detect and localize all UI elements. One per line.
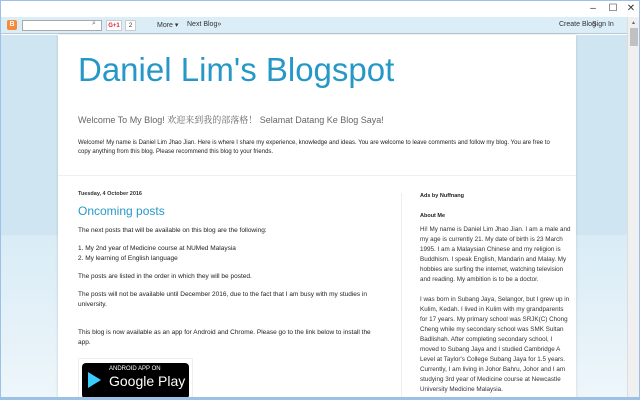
minimize-button[interactable]: –: [590, 3, 596, 14]
title-bar: [1, 1, 639, 17]
create-blog-link[interactable]: Create Blog: [559, 21, 596, 28]
about-text: I was born in Subang Jaya, Selangor, but I grew up in Kulim, Kedah. I lived in Kulim with my grandparents for 17 years. My primary school was SRJK(C) Chong Cheng while my secondary school was SMK Sultan Badlishah. After completing secondary school, I moved to Subang Jaya and I studied Cambridge A Level at Taylor's College Subang Jaya for 1.5 years. Currently, I am living in Johor Bahru, Johor and I am studying 3rd year of Medicine course at Newcastle University Medicine Malaysia.: [420, 296, 570, 393]
gplus-button[interactable]: G+1: [106, 20, 122, 31]
sign-in-link[interactable]: Sign In: [592, 21, 614, 28]
search-icon[interactable]: ⌕: [92, 20, 96, 27]
post-date: Tuesday, 4 October 2016: [78, 191, 142, 197]
list-item: 2. My learning of English language: [78, 255, 178, 262]
about-heading: About Me: [420, 213, 446, 219]
badge-big-text: Google Play: [109, 373, 186, 389]
maximize-button[interactable]: ☐: [608, 3, 618, 14]
gplus-count: 2: [125, 20, 136, 31]
blog-tagline: Welcome To My Blog! 欢迎来到我的部落格！ Selamat Datang Ke Blog Saya!: [78, 115, 384, 125]
window-border: [1, 397, 640, 399]
blog-intro: Welcome! My name is Daniel Lim Jhao Jian. Here is where I share my experience, knowledge and ideas. You are welcome to leave comments and follow my blog. You are free to copy anything from this blog. Please recommend this blog to your friends.: [78, 140, 550, 155]
post-list: [78, 244, 378, 264]
search-input[interactable]: [22, 20, 102, 31]
scroll-up-icon[interactable]: ▲: [631, 20, 636, 26]
post-paragraph: The next posts that will be available on this blog are the following:: [78, 227, 267, 234]
main-column: [78, 191, 378, 398]
post-paragraph: This blog is now available as an app for Android and Chrome. Please go to the link below to install the app.: [78, 329, 371, 346]
page-background: [1, 35, 628, 400]
post-paragraph: The posts are listed in the order in which they will be posted.: [78, 273, 252, 280]
scrollbar-thumb[interactable]: [630, 28, 638, 46]
sidebar: [401, 193, 571, 400]
badge-small-text: ANDROID APP ON: [109, 366, 161, 372]
play-store-icon: [88, 372, 101, 388]
divider: [58, 175, 576, 176]
blog-content: [58, 35, 576, 400]
blogger-logo-icon[interactable]: B: [7, 20, 17, 30]
next-blog-link[interactable]: Next Blog»: [187, 21, 222, 28]
close-button[interactable]: ✕: [626, 3, 636, 14]
blog-title[interactable]: Daniel Lim's Blogspot: [78, 51, 395, 88]
about-text: Hi! My name is Daniel Lim Jhao Jian. I am a male and my age is currently 21. My date of birth is 23 March 1995. I am a Malaysian Chinese and my religion is Buddhism. I speak English, Mandarin and Malay. My hobbies are surfing the internet, watching television and reading. My ambition is to be a doctor.: [420, 226, 571, 283]
blogger-navbar: [1, 17, 627, 34]
more-menu[interactable]: More ▾: [157, 22, 179, 29]
google-play-badge[interactable]: [78, 358, 193, 398]
post-title[interactable]: Oncoming posts: [78, 204, 165, 218]
post-paragraph: The posts will not be available until December 2016, due to the fact that I am busy with my studies in university.: [78, 291, 368, 308]
list-item: 1. My 2nd year of Medicine course at NUMed Malaysia: [78, 245, 236, 252]
scrollbar[interactable]: [627, 17, 639, 400]
ads-heading: Ads by Nuffnang: [420, 193, 464, 199]
